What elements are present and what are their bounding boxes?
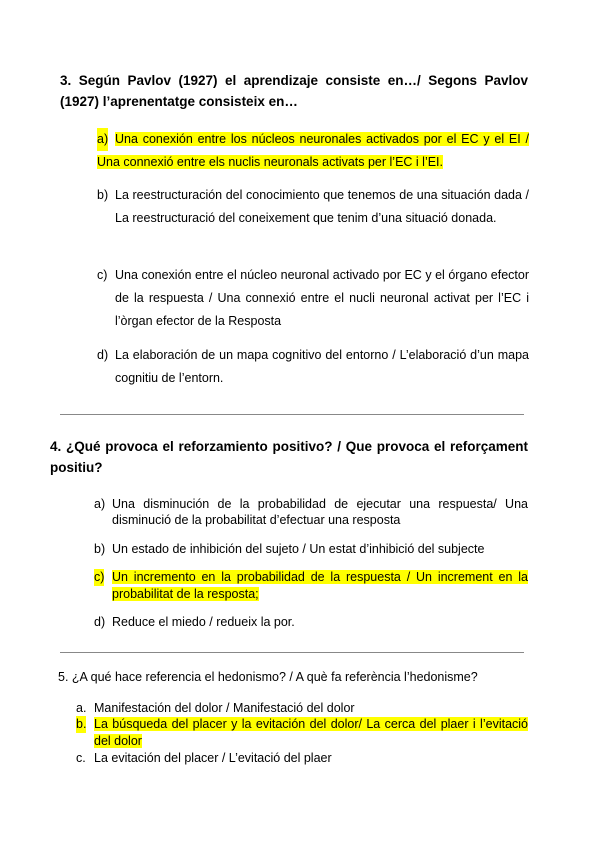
q5-option-c-text: La evitación del placer / L’evitació del plaer	[94, 751, 332, 765]
divider-1	[60, 414, 524, 415]
question-4	[50, 436, 528, 478]
q4-option-d	[94, 614, 528, 630]
q3-option-a	[97, 128, 529, 174]
q5-option-a-text: Manifestación del dolor / Manifestació del dolor	[94, 701, 355, 715]
q3-option-c-text: Una conexión entre el núcleo neuronal activado por EC y el órgano efector de la respuesta / Una connexió entre el nucli neuronal activat per l’EC i l’òrgan efector de la Resposta	[115, 268, 529, 328]
q3-option-b	[97, 184, 529, 230]
question-4-title: 4. ¿Qué provoca el reforzamiento positivo? / Que provoca el reforçament positiu?	[50, 439, 528, 475]
q5-option-c-letter: c.	[76, 751, 86, 765]
q4-option-a-letter: a)	[94, 497, 106, 511]
q3-option-c	[97, 264, 529, 333]
q4-option-c-text: Un incremento en la probabilidad de la respuesta / Un increment en la probabilitat de la resposta;	[112, 570, 528, 601]
q3-option-d-letter: d)	[97, 348, 109, 362]
q4-option-a	[94, 496, 528, 528]
q5-option-c	[76, 750, 528, 766]
question-3-title: 3. Según Pavlov (1927) el aprendizaje consiste en…/ Segons Pavlov (1927) l’aprenentatge consisteix en…	[60, 73, 528, 109]
q3-option-b-text: La reestructuración del conocimiento que tenemos de una situación dada / La reestructuració del coneixement que tenim d’una situació donada.	[115, 188, 529, 225]
q5-option-a-letter: a.	[76, 701, 87, 715]
q4-option-d-text: Reduce el miedo / redueix la por.	[112, 615, 295, 629]
q5-option-b-text: La búsqueda del placer y la evitación del dolor/ La cerca del plaer i l’evitació del dolor	[94, 717, 528, 748]
q5-option-b	[76, 716, 528, 750]
q3-option-a-letter: a)	[97, 128, 108, 151]
q4-option-b-letter: b)	[94, 542, 106, 556]
q5-option-a	[76, 700, 528, 716]
q3-option-d	[97, 344, 529, 390]
q4-option-b	[94, 541, 528, 557]
divider-2	[60, 652, 524, 653]
q4-option-a-text: Una disminución de la probabilidad de ejecutar una respuesta/ Una disminució de la probabilitat d’efectuar una resposta	[112, 497, 528, 527]
q3-option-b-letter: b)	[97, 188, 109, 202]
q4-option-d-letter: d)	[94, 615, 106, 629]
q3-option-d-text: La elaboración de un mapa cognitivo del entorno / L’elaboració d’un mapa cognitiu de l’entorn.	[115, 348, 529, 385]
question-5-title: 5. ¿A qué hace referencia el hedonismo? / A què fa referència l’hedonisme?	[58, 670, 478, 684]
q4-option-b-text: Un estado de inhibición del sujeto / Un estat d’inhibició del subjecte	[112, 542, 485, 556]
q5-option-b-letter: b.	[76, 717, 87, 731]
q3-option-c-letter: c)	[97, 268, 108, 282]
question-3	[60, 70, 528, 112]
q4-option-c-letter: c)	[94, 570, 105, 584]
q3-option-a-text: Una conexión entre los núcleos neuronales activados por el EC y el EI / Una connexió entre els nuclis neuronals activats per l’EC i l’EI.	[97, 132, 529, 169]
q4-option-c	[94, 569, 528, 603]
